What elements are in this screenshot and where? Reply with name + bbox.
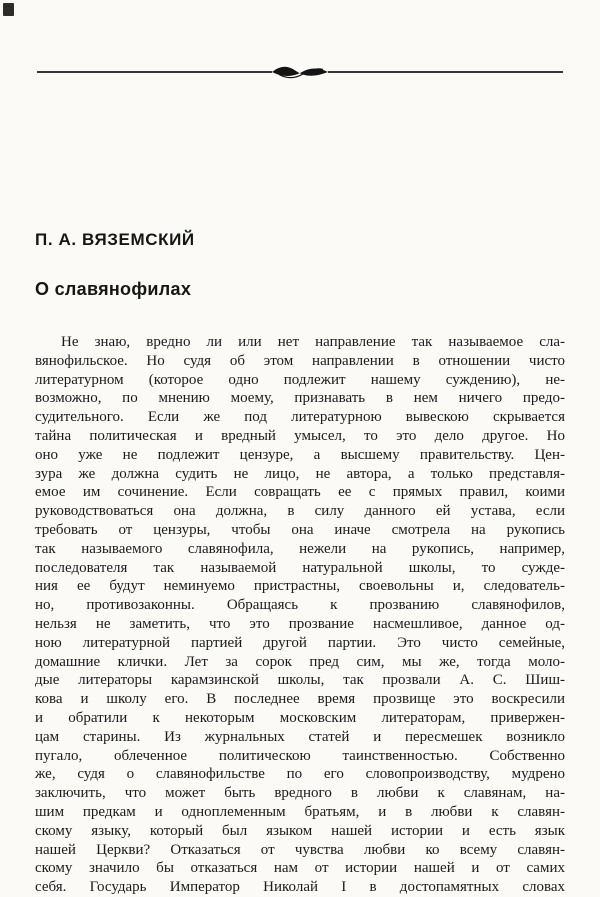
text-line: же, судя о славянофильстве по его словопроизводству, мудрено <box>35 766 565 783</box>
text-line: нашей Церкви? Отказаться от чувства любви ко всему славян- <box>35 841 565 858</box>
text-line: ною литературной партией другой партии. Это чисто семейные, <box>35 634 565 651</box>
text-line: скому значило бы отказаться нам от истории нашей и от самих <box>35 860 565 877</box>
text-line: требовать от цензуры, чтобы она иначе смотрела на рукопись <box>35 521 565 538</box>
body-paragraph <box>35 333 565 897</box>
text-line: последователя так называемой натуральной школы, то сужде- <box>35 559 565 576</box>
text-line: цам старины. Из журнальных статей и пересмешек возникло <box>35 728 565 745</box>
text-line: заключить, что может быть вредного в любви к славянам, на- <box>35 785 565 802</box>
text-line: Не знаю, вредно ли или нет направление так называемое сла- <box>61 334 565 350</box>
text-line: домашние клички. Лет за сорок пред сим, мы же, тогда моло- <box>35 653 565 670</box>
text-line: так называемого славянофила, нежели на рукопись, например, <box>35 540 565 557</box>
ornament-divider <box>35 62 565 82</box>
text-line: пугало, облеченное политическою таинственностью. Собственно <box>35 747 565 764</box>
text-line: оно уже не подлежит цензуре, а высшему правительству. Цен- <box>35 446 565 463</box>
text-line: дые литераторы карамзинской школы, так прозвали А. С. Шиш- <box>35 672 565 689</box>
text-line: судительного. Если же под литературною вывескою скрывается <box>35 409 565 426</box>
text-line: вянофильское. Но судя об этом направлении в отношении чисто <box>35 352 565 369</box>
text-line: себя. Государь Император Николай I в достопамятных словах <box>35 879 565 896</box>
text-line: зура же должна судить не лицо, не автора, а только представля- <box>35 465 565 482</box>
text-line: и обратили к некоторым московским литераторам, привержен- <box>35 709 565 726</box>
page-corner-mark <box>3 3 14 16</box>
text-line: емое им сочинение. Если совращать ее с прямых правил, коими <box>35 484 565 501</box>
text-line: возможно, по мнению моему, признавать в нем ничего предо- <box>35 390 565 407</box>
calligraphic-swirl-icon <box>35 62 565 82</box>
text-line: ния ее будут неминуемо пристрастны, своевольны и, следователь- <box>35 578 565 595</box>
text-line: руководствоваться она должна, в силу данного ей устава, если <box>35 503 565 520</box>
text-line: нельзя не заметить, что это прозвание насмешливое, данное од- <box>35 615 565 632</box>
text-line: кова и школу его. В последнее время прозвище это воскресили <box>35 691 565 708</box>
author-heading: П. А. ВЯЗЕМСКИЙ <box>35 230 195 249</box>
text-line: скому языку, который был языком нашей истории и есть язык <box>35 822 565 839</box>
text-line: но, противозаконны. Обращаясь к прозванию славянофилов, <box>35 597 565 614</box>
text-line: шим предкам и одноплеменным братьям, и в любви к славян- <box>35 803 565 820</box>
text-line: тайна политическая и вредный умысел, то это дело другое. Но <box>35 427 565 444</box>
page-title: О славянофилах <box>35 279 192 299</box>
text-line: литературном (которое одно подлежит нашему суждению), не- <box>35 371 565 388</box>
